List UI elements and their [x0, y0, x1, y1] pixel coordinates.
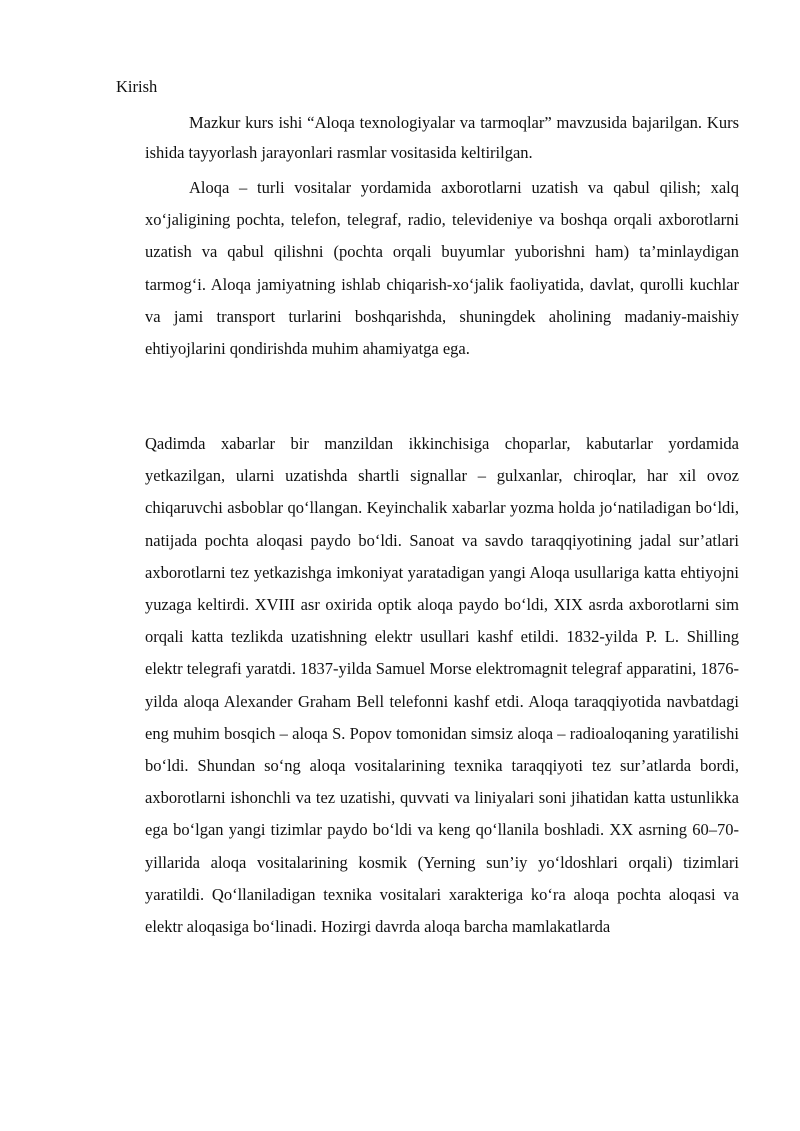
- paragraph-definition: Aloqa – turli vositalar yordamida axborotlarni uzatish va qabul qilish; xalq xo‘jaligining pochta, telefon, telegraf, radio, televideniye va boshqa orqali axborotlarni uzatish va qabul qilishni (pochta orqali buyumlar yuborishni ham) ta’minlaydigan tarmog‘i. Aloqa jamiyatning ishlab chiqarish-xo‘jalik faoliyatida, davlat, qurolli kuchlar va jami transport turlarini boshqarishda, shuningdek aholining madaniy-maishiy ehtiyojlarini qondirishda muhim ahamiyatga ega.: [145, 178, 739, 359]
- paragraph-history: Qadimda xabarlar bir manzildan ikkinchisiga choparlar, kabutarlar yordamida yetkazilgan, ularni uzatishda shartli signallar – gulxanlar, chiroqlar, har xil ovoz chiqaruvchi asboblar qo‘llangan. Keyinchalik xabarlar yozma holda jo‘natiladigan bo‘ldi, natijada pochta aloqasi paydo bo‘ldi. Sanoat va savdo taraqqiyotining jadal sur’atlari axborotlarni tez yetkazishga imkoniyat yaratadigan yangi Aloqa usullariga katta ehtiyojni yuzaga keltirdi. XVIII asr oxirida optik aloqa paydo bo‘ldi, XIX asrda axborotlarni sim orqali katta tezlikda uzatishning elektr usullari kashf etildi. 1832-yilda P. L. Shilling elektr telegrafi yaratdi. 1837-yilda Samuel Morse elektromagnit telegraf apparatini, 1876-yilda aloqa Alexander Graham Bell telefonni kashf etdi. Aloqa taraqqiyotida navbatdagi eng muhim bosqich – aloqa S. Popov tomonidan simsiz aloqa – radioaloqaning yaratilishi bo‘ldi. Shundan so‘ng aloqa vositalarining texnika taraqqiyoti tez sur’atlarda bordi, axborotlarni ishonchli va tez uzatishi, quvvati va liniyalari soni jihatidan katta ustunlikka ega bo‘lgan yangi tizimlar paydo bo‘ldi va keng qo‘llanila boshladi. XX asrning 60–70-yillarida aloqa vositalarining kosmik (Yerning sun’iy yo‘ldoshlari orqali) tizimlari yaratildi. Qo‘llaniladigan texnika vositalari xarakteriga ko‘ra aloqa pochta aloqasi va elektr aloqasiga bo‘linadi. Hozirgi davrda aloqa barcha mamlakatlarda: [145, 434, 739, 937]
- paragraph-intro: Mazkur kurs ishi “Aloqa texnologiyalar va tarmoqlar” mavzusida bajarilgan. Kurs ishida tayyorlash jarayonlari rasmlar vositasida keltirilgan.: [145, 113, 739, 162]
- section-heading: Kirish: [116, 77, 158, 96]
